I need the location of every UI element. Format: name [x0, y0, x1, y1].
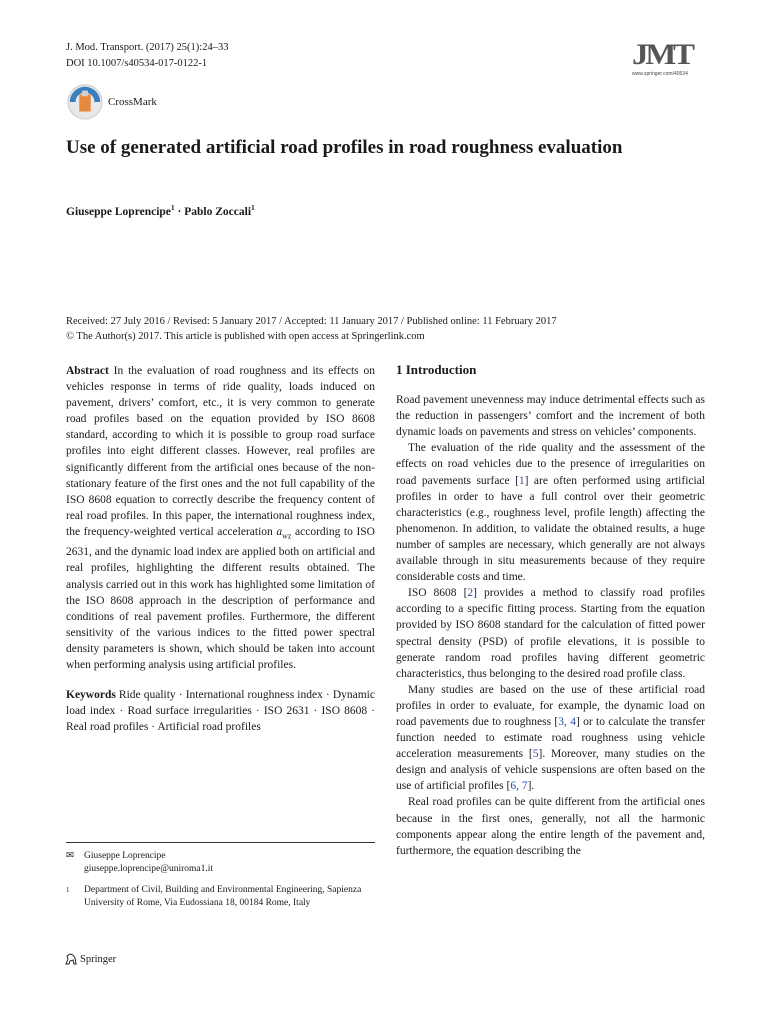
citation-link[interactable]: 6, 7: [510, 780, 528, 793]
publisher-label: Springer: [80, 953, 117, 965]
crossmark-badge[interactable]: [66, 83, 157, 121]
contact-email[interactable]: giuseppe.loprencipe@uniroma1.it: [84, 864, 214, 874]
section-heading: 1 Introduction: [396, 362, 477, 377]
corresponding-author: [66, 850, 213, 876]
paragraph: [396, 585, 705, 682]
keywords: [66, 687, 375, 735]
jmt-logo: [632, 40, 704, 78]
author-affiliation-mark: 1: [170, 203, 175, 212]
abstract: [66, 363, 375, 673]
envelope-icon: ✉: [66, 851, 74, 861]
citation-link[interactable]: 2: [467, 587, 474, 600]
contact-name: Giuseppe Loprencipe: [84, 851, 166, 861]
paragraph: Road pavement unevenness may induce detrimental effects such as the reduction in passengers’ comfort and the increment of both dynamic loads on pavements and stress on vehicles’ components.: [396, 394, 705, 439]
publisher-mark: [64, 952, 116, 966]
journal-header: [66, 40, 228, 72]
publication-history: [66, 314, 706, 344]
footnote-divider: [66, 842, 375, 843]
affiliation-number: 1: [66, 886, 70, 894]
paragraph-text: ISO 8608 [: [408, 587, 468, 600]
math-symbol: a: [276, 525, 283, 538]
math-subscript: wz: [282, 531, 292, 541]
paragraph: Real road profiles can be quite different from the artificial ones because in the first ones, generally, not all the harmonic components appear along the entire length of the pavement and, furthermore, the equation describing the: [396, 796, 705, 857]
paragraph-text: ] are often performed using artificial profiles in order to have a full control over their geometric characteristics (e.g., roughness level, profile length) affecting the phenomenon. In addition, to validate the obtained results, a huge number of samples are necessary, which generally are not always available through in situ measurements because of they require considerable costs and time.: [396, 474, 706, 584]
paragraph-text: ]. Moreover, many studies on the design and analysis of vehicle suspensions are often based on the use of artificial profiles [: [396, 748, 705, 793]
jmt-logo-url: www.springer.com/40534: [632, 71, 688, 77]
article-title: Use of generated artificial road profiles in road roughness evaluation: [66, 137, 623, 158]
paragraph: [396, 440, 705, 585]
paragraph-text: ] or to calculate the transfer function needed to estimate road roughness using vehicle acceleration measurements [: [396, 715, 705, 761]
keywords-text: Ride quality · International roughness index · Dynamic load index · Road surface irregularities · ISO 2631 · ISO 8608 · Real road profiles · Artificial road profiles: [66, 689, 375, 734]
crossmark-icon: [66, 83, 104, 121]
author-name[interactable]: Pablo Zoccali: [184, 205, 252, 218]
affiliation-footnote: [66, 884, 366, 910]
keywords-label: Keywords: [66, 689, 116, 702]
author-name[interactable]: Giuseppe Loprencipe: [66, 205, 171, 218]
citation-link[interactable]: 5: [532, 748, 539, 761]
paragraph: [396, 682, 705, 795]
left-column: [66, 363, 375, 735]
abstract-label: Abstract: [66, 365, 109, 377]
abstract-text: according to ISO 2631, and the dynamic load index are applied both on artificial and real profiles, highlighting the different results obtained. The analysis carried out in this work has highlighted some limitation of the ISO 8608 approach in the description of performance and conditions of real pavement profiles. Furthermore, the different sensitivity of the various indices to the fitted power spectral density parameters is shown, which should be taken into account when performing analysis using artificial profiles.: [66, 525, 375, 671]
citation-link[interactable]: 3, 4: [558, 715, 576, 728]
right-column: [396, 362, 705, 859]
paragraph-text: Many studies are based on the use of these artificial road profiles in order to evaluate, for example, the dynamic load on road pavements due to roughness [: [396, 683, 705, 728]
paragraph-text: ] provides a method to classify road profiles according to a specific fitting process. Starting from the equation provided by ISO 8608 standard for the calculation of fitted power spectral density (PSD) of profile elevations, it is possible to generate random road profiles having different geometric characteristics, thus belonging to the desired road profile class.: [396, 587, 705, 680]
history-dates: Received: 27 July 2016 / Revised: 5 January 2017 / Accepted: 11 January 2017 / Published online: 11 February 2017: [66, 316, 557, 327]
springer-horse-icon: [64, 952, 78, 966]
paragraph-text: ].: [527, 780, 535, 793]
affiliation-text: Department of Civil, Building and Environmental Engineering, Sapienza University of Rome, Via Eudossiana 18, 00184 Rome, Italy: [84, 885, 362, 908]
author-list: [66, 203, 255, 218]
journal-citation: J. Mod. Transport. (2017) 25(1):24–33: [66, 42, 229, 53]
author-separator: ·: [174, 205, 185, 218]
crossmark-label: CrossMark: [108, 96, 157, 108]
author-affiliation-mark: 1: [251, 203, 255, 212]
doi: DOI 10.1007/s40534-017-0122-1: [66, 58, 208, 69]
abstract-text: In the evaluation of road roughness and its effects on vehicles response in terms of ride quality, loads induced on pavement, drivers’ comfort, etc., it is very common to generate road profiles based on the equation provided by ISO 8608 standard, according to which it is possible to group road surface profiles into eight different classes. However, real profiles are significantly different from the artificial ones because of the non-stationary feature of the first ones and the not full capability of the ISO 8608 equation to correctly describe the frequency content of real road profiles. In this paper, the international roughness index, the frequency-weighted vertical acceleration: [66, 365, 375, 538]
paragraph-text: The evaluation of the ride quality and the assessment of the effects on road vehicles due to the presence of irregularities on road pavements surface [: [396, 442, 705, 487]
citation-link[interactable]: 1: [518, 474, 525, 487]
jmt-logo-letters: JMT: [632, 38, 692, 71]
copyright-notice: © The Author(s) 2017. This article is published with open access at Springerlink.com: [66, 331, 425, 342]
